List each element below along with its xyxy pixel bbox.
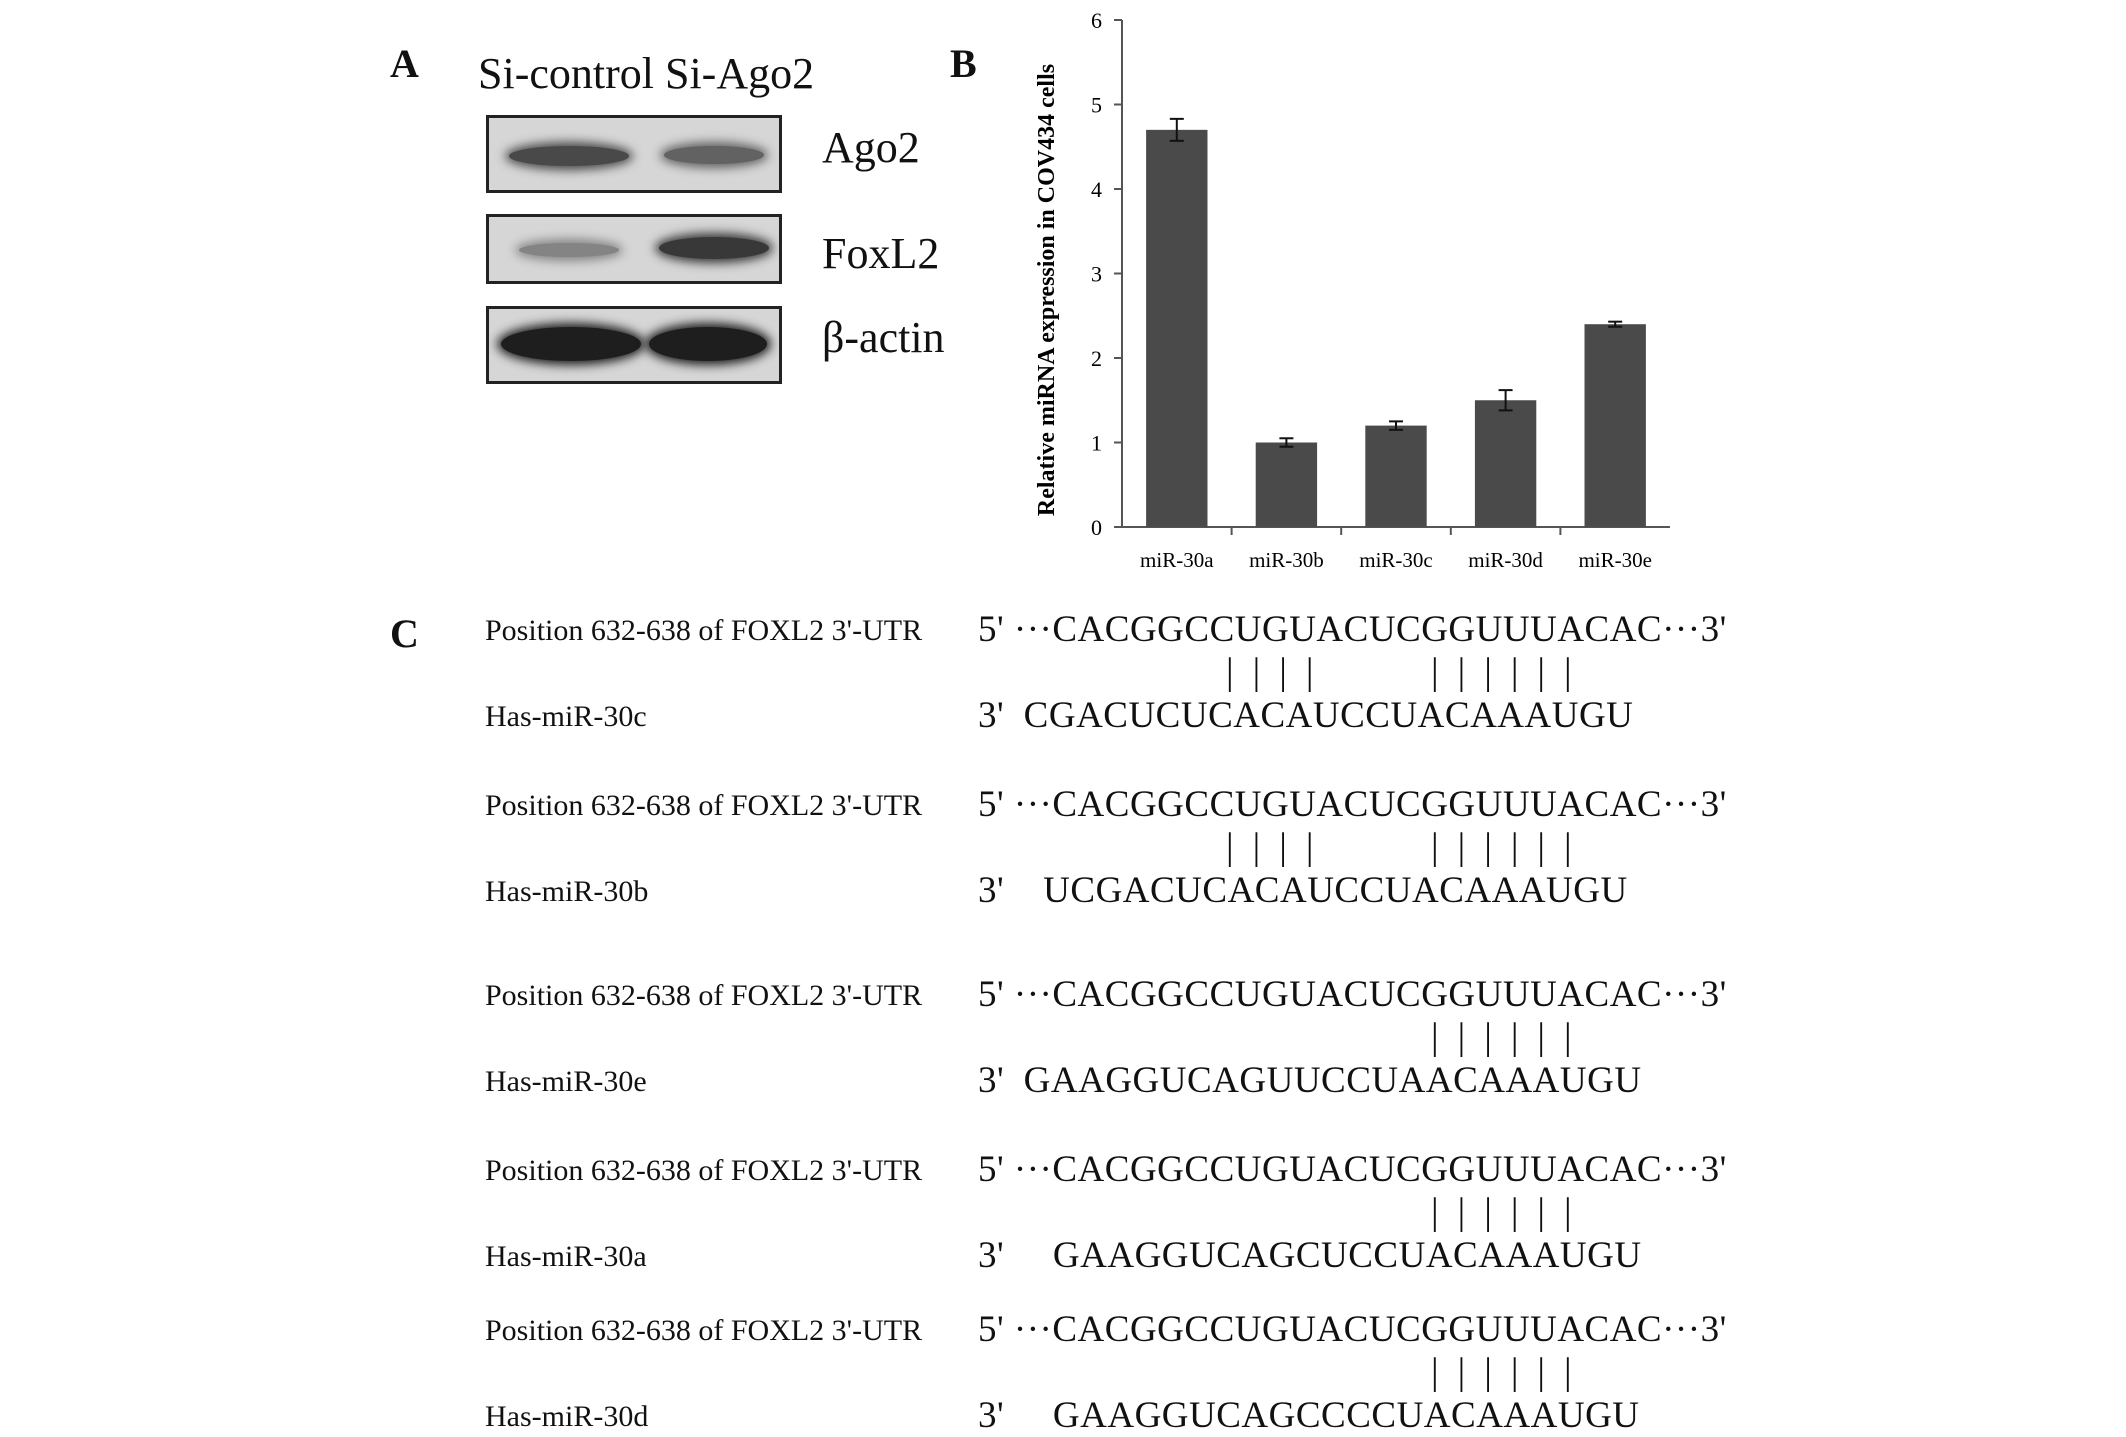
base-pair-marks-right: | | | | | |	[1431, 1191, 1572, 1233]
y-tick-label: 4	[1091, 177, 1102, 202]
utr-sequence: 5' ···CACGGCCUGUACUCGGUUUACAC···3'	[978, 784, 1727, 825]
blot-column-header: Si-control Si-Ago2	[478, 49, 815, 98]
band-foxl2-control	[519, 243, 619, 257]
utr-position-label: Position 632-638 of FOXL2 3'-UTR	[485, 1314, 923, 1347]
mirna-sequence: 3' GAAGGUCAGCCCCUACAAAUGU	[978, 1395, 1640, 1436]
y-tick-label: 3	[1091, 261, 1102, 287]
y-tick-label: 0	[1091, 515, 1102, 540]
mirna-sequence: 3' GAAGGUCAGUUCCUAACAAAUGU	[978, 1060, 1642, 1101]
utr-sequence: 5' ···CACGGCCUGUACUCGGUUUACAC···3'	[978, 1149, 1727, 1190]
base-pair-marks-left: | | | |	[1226, 651, 1314, 693]
y-tick-label: 5	[1091, 92, 1102, 118]
bar-miR-30d	[1475, 400, 1536, 527]
base-pair-marks-right: | | | | | |	[1431, 826, 1572, 868]
base-pair-marks-right: | | | | | |	[1431, 651, 1572, 693]
utr-sequence: 5' ···CACGGCCUGUACUCGGUUUACAC···3'	[978, 974, 1727, 1015]
base-pair-marks-right: | | | | | |	[1431, 1351, 1572, 1393]
bar-miR-30a	[1146, 130, 1207, 527]
x-tick-label: miR-30d	[1468, 548, 1543, 572]
x-tick-label: miR-30c	[1359, 548, 1433, 572]
band-actin-si	[649, 327, 767, 361]
y-tick-label: 6	[1091, 8, 1102, 33]
band-ago2-control	[509, 146, 629, 166]
base-pair-marks-left: | | | |	[1226, 826, 1314, 868]
mirna-label: Has-miR-30e	[485, 1065, 647, 1098]
utr-position-label: Position 632-638 of FOXL2 3'-UTR	[485, 979, 923, 1012]
y-tick-label: 1	[1091, 430, 1102, 456]
mirna-sequence: 3' CGACUCUCACAUCCUACAAAUGU	[978, 695, 1634, 736]
blot-label-foxl2: FoxL2	[822, 229, 940, 278]
expression-bar-chart	[1010, 0, 1710, 580]
utr-position-label: Position 632-638 of FOXL2 3'-UTR	[485, 1154, 923, 1187]
x-tick-label: miR-30e	[1578, 548, 1652, 572]
panel-b-letter: B	[950, 41, 977, 86]
blot-beta-actin	[486, 306, 782, 384]
blot-label-beta-actin: β-actin	[822, 313, 945, 362]
mirna-sequence: 3' GAAGGUCAGCUCCUACAAAUGU	[978, 1235, 1642, 1276]
band-ago2-si	[664, 146, 764, 164]
utr-sequence: 5' ···CACGGCCUGUACUCGGUUUACAC···3'	[978, 609, 1727, 650]
utr-position-label: Position 632-638 of FOXL2 3'-UTR	[485, 789, 923, 822]
panel-a-letter: A	[390, 41, 419, 86]
base-pair-marks-right: | | | | | |	[1431, 1016, 1572, 1058]
bar-miR-30e	[1585, 324, 1646, 527]
utr-sequence: 5' ···CACGGCCUGUACUCGGUUUACAC···3'	[978, 1309, 1727, 1350]
utr-position-label: Position 632-638 of FOXL2 3'-UTR	[485, 614, 923, 647]
mirna-label: Has-miR-30d	[485, 1400, 649, 1433]
bar-miR-30c	[1365, 426, 1426, 527]
x-tick-label: miR-30a	[1140, 548, 1214, 572]
band-foxl2-si	[659, 237, 769, 259]
y-tick-label: 2	[1091, 346, 1102, 371]
blot-ago2	[486, 115, 782, 193]
chart-y-axis-label: Relative miRNA expression in COV434 cells	[1034, 63, 1060, 517]
panel-c-letter: C	[390, 611, 419, 656]
blot-foxl2	[486, 214, 782, 284]
mirna-label: Has-miR-30b	[485, 875, 649, 908]
x-tick-label: miR-30b	[1249, 548, 1324, 572]
bar-miR-30b	[1256, 443, 1317, 528]
mirna-label: Has-miR-30c	[485, 700, 647, 733]
blot-label-ago2: Ago2	[822, 123, 920, 172]
mirna-label: Has-miR-30a	[485, 1240, 647, 1273]
mirna-sequence: 3' UCGACUCACAUCCUACAAAUGU	[978, 870, 1628, 911]
band-actin-control	[501, 327, 641, 361]
